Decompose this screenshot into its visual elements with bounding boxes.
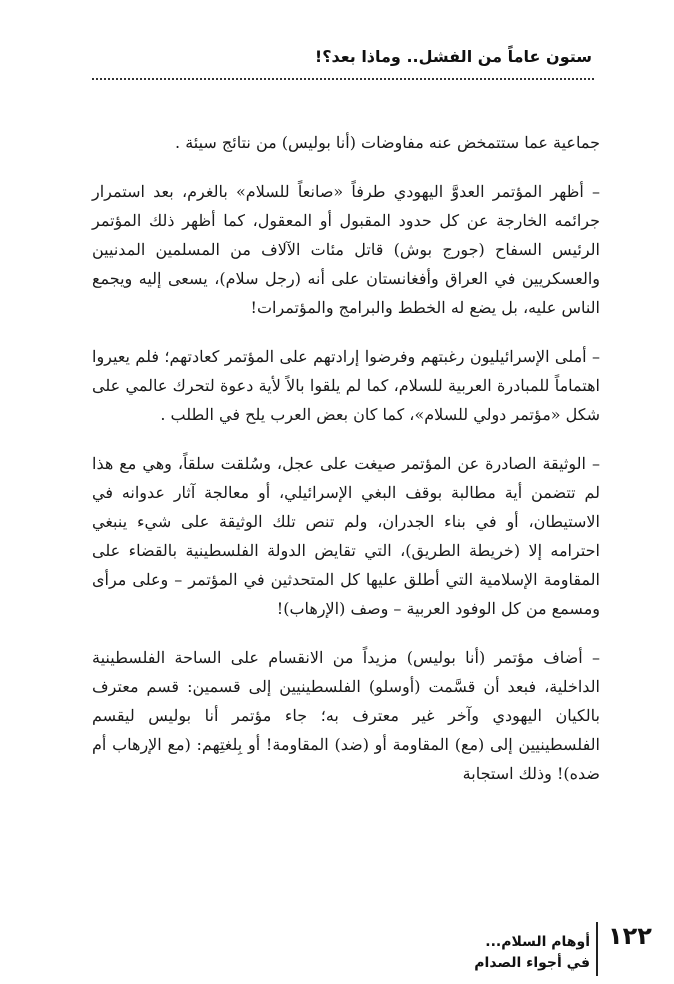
- running-header-title: ستون عاماً من الفشل.. وماذا بعد؟!: [314, 47, 592, 66]
- page-number: ١٢٢: [608, 922, 652, 950]
- paragraph: – أملى الإسرائيليون رغبتهم وفرضوا إرادتهم على المؤتمر كعادتهم؛ فلم يعيروا اهتماماً للمبادرة العربية للسلام، كما لم يلقوا بالاً لأية دعوة لتحرك عالمي على شكل «مؤتمر دولي للسلام»، كما كان بعض العرب يلح في الطلب .: [92, 347, 600, 424]
- book-title-line-1: أوهام السلام...: [485, 934, 590, 950]
- footer-vertical-rule: [596, 922, 598, 976]
- body-text: [92, 128, 600, 808]
- paragraph: – أظهر المؤتمر العدوَّ اليهودي طرفاً «صانعاً للسلام» بالغرم، بعد استمرار جرائمه الخارجة عن كل حدود المقبول أو المعقول، كما أظهر ذلك المؤتمر الرئيس السفاح (جورج بوش) قاتل مئات الآلاف من المسلمين المدنيين والعسكريين في العراق وأفغانستان على أنه (رجل سلام)، يسعى إليه ويجمع الناس عليه، بل يضع له الخطط والبرامج والمؤتمرات!: [92, 182, 600, 317]
- header-dotted-rule: [92, 78, 594, 80]
- footer-book-title: [474, 932, 590, 974]
- book-title-line-2: في أجواء الصدام: [474, 955, 590, 971]
- paragraph: – أضاف مؤتمر (أنا بوليس) مزيداً من الانقسام على الساحة الفلسطينية الداخلية، فبعد أن قسَّمت (أوسلو) الفلسطينيين إلى قسمين: قسم معترف بالكيان اليهودي وآخر غير معترف به؛ جاء مؤتمر أنا بوليس ليقسم الفلسطينيين إلى (مع) المقاومة أو (ضد) المقاومة! أو بِلغتِهم: (مع الإرهاب أم ضده)! وذلك استجابة: [92, 648, 601, 783]
- paragraph: – الوثيقة الصادرة عن المؤتمر صيغت على عجل، وسُلقت سلقاً، وهي مع هذا لم تتضمن أية مطالبة بوقف البغي الإسرائيلي، أو معالجة آثار عدوانه في الاستيطان، أو في بناء الجدران، ولم تنص تلك الوثيقة على شيء ينبغي احترامه إلا (خريطة الطريق)، التي تقايض الدولة الفلسطينية بالقضاء على المقاومة الإسلامية التي أطلق عليها كل المتحدثين في المؤتمر – وعلى مرأى ومسمع من كل الوفود العربية – وصف (الإرهاب)!: [92, 454, 600, 618]
- paragraph: جماعية عما ستتمخض عنه مفاوضات (أنا بوليس) من نتائج سيئة .: [175, 133, 600, 152]
